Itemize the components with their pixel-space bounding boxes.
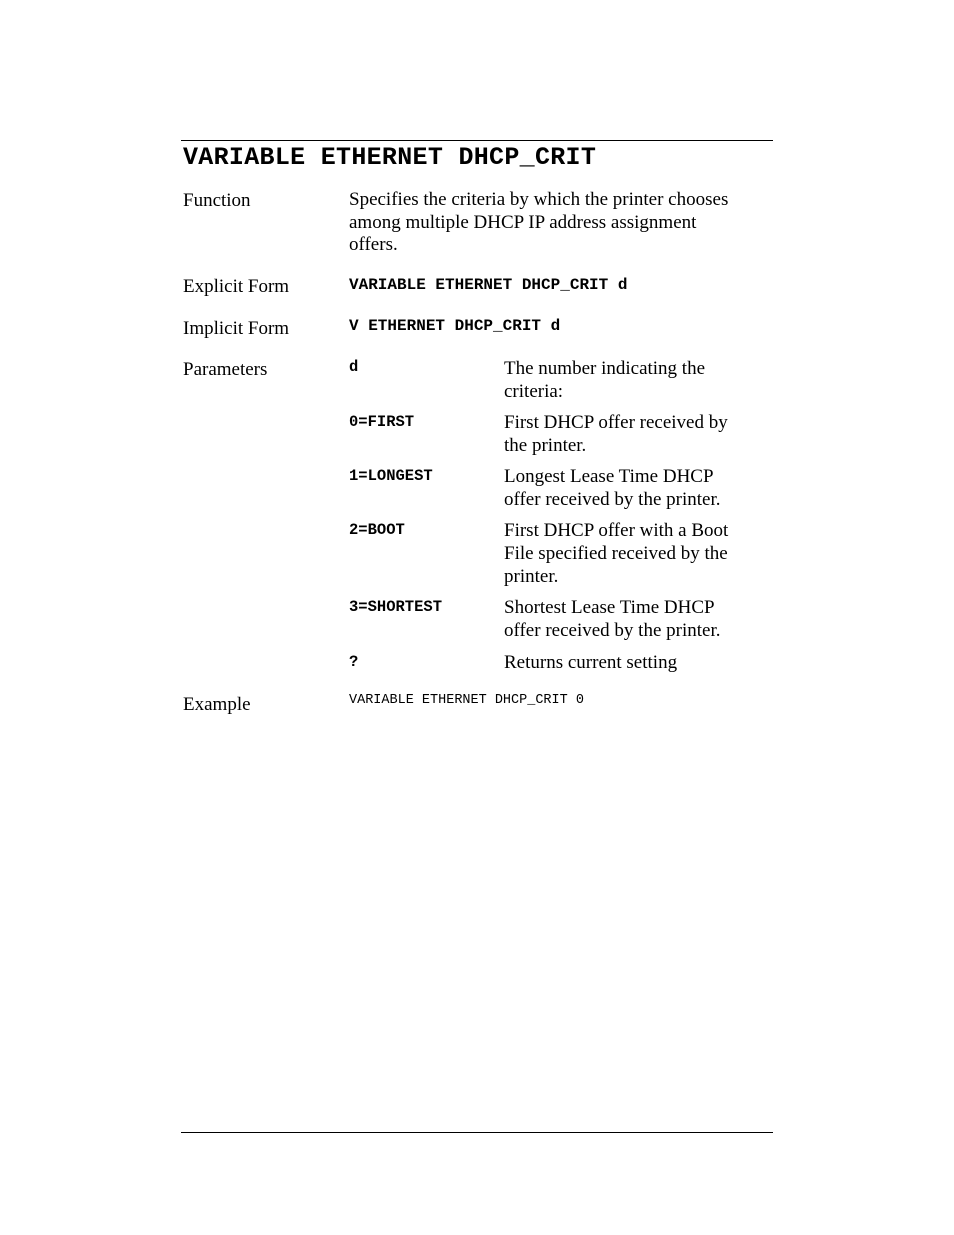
param-desc-line: criteria: xyxy=(504,380,564,402)
param-desc-line: the printer. xyxy=(504,434,587,456)
param-desc-query xyxy=(504,652,766,675)
param-desc-first xyxy=(504,412,766,458)
implicit-form-label: Implicit Form xyxy=(183,318,290,339)
example-label: Example xyxy=(183,694,251,715)
param-desc-longest xyxy=(504,466,766,512)
param-desc-line: printer. xyxy=(504,565,559,587)
param-name-first: 0=FIRST xyxy=(349,413,415,431)
param-desc-d xyxy=(504,358,766,404)
param-desc-line: Shortest Lease Time DHCP xyxy=(504,597,715,618)
param-name-d: d xyxy=(349,358,359,376)
param-desc-line: First DHCP offer received by xyxy=(504,412,728,433)
page-title: VARIABLE ETHERNET DHCP_CRIT xyxy=(183,143,597,172)
param-desc-boot xyxy=(504,520,766,588)
param-desc-shortest xyxy=(504,597,766,643)
param-name-boot: 2=BOOT xyxy=(349,521,405,539)
param-desc-line: File specified received by the xyxy=(504,542,728,564)
param-desc-line: The number indicating the xyxy=(504,358,706,379)
function-line-1: Specifies the criteria by which the printer chooses xyxy=(349,189,729,210)
param-name-query: ? xyxy=(349,653,359,671)
function-description xyxy=(349,189,769,257)
bottom-rule xyxy=(181,1132,773,1133)
param-desc-line: offer received by the printer. xyxy=(504,619,721,641)
function-line-2: among multiple DHCP IP address assignment xyxy=(349,211,697,233)
param-desc-line: Longest Lease Time DHCP xyxy=(504,466,714,487)
function-line-3: offers. xyxy=(349,234,398,255)
parameters-label: Parameters xyxy=(183,359,268,380)
explicit-form-value: VARIABLE ETHERNET DHCP_CRIT d xyxy=(349,276,628,294)
function-label: Function xyxy=(183,190,251,211)
explicit-form-label: Explicit Form xyxy=(183,276,290,297)
param-desc-line: Returns current setting xyxy=(504,652,678,673)
param-name-shortest: 3=SHORTEST xyxy=(349,598,443,616)
param-desc-line: First DHCP offer with a Boot xyxy=(504,520,729,541)
implicit-form-value: V ETHERNET DHCP_CRIT d xyxy=(349,317,561,335)
example-value: VARIABLE ETHERNET DHCP_CRIT 0 xyxy=(349,693,584,708)
param-name-longest: 1=LONGEST xyxy=(349,467,433,485)
param-desc-line: offer received by the printer. xyxy=(504,488,721,510)
